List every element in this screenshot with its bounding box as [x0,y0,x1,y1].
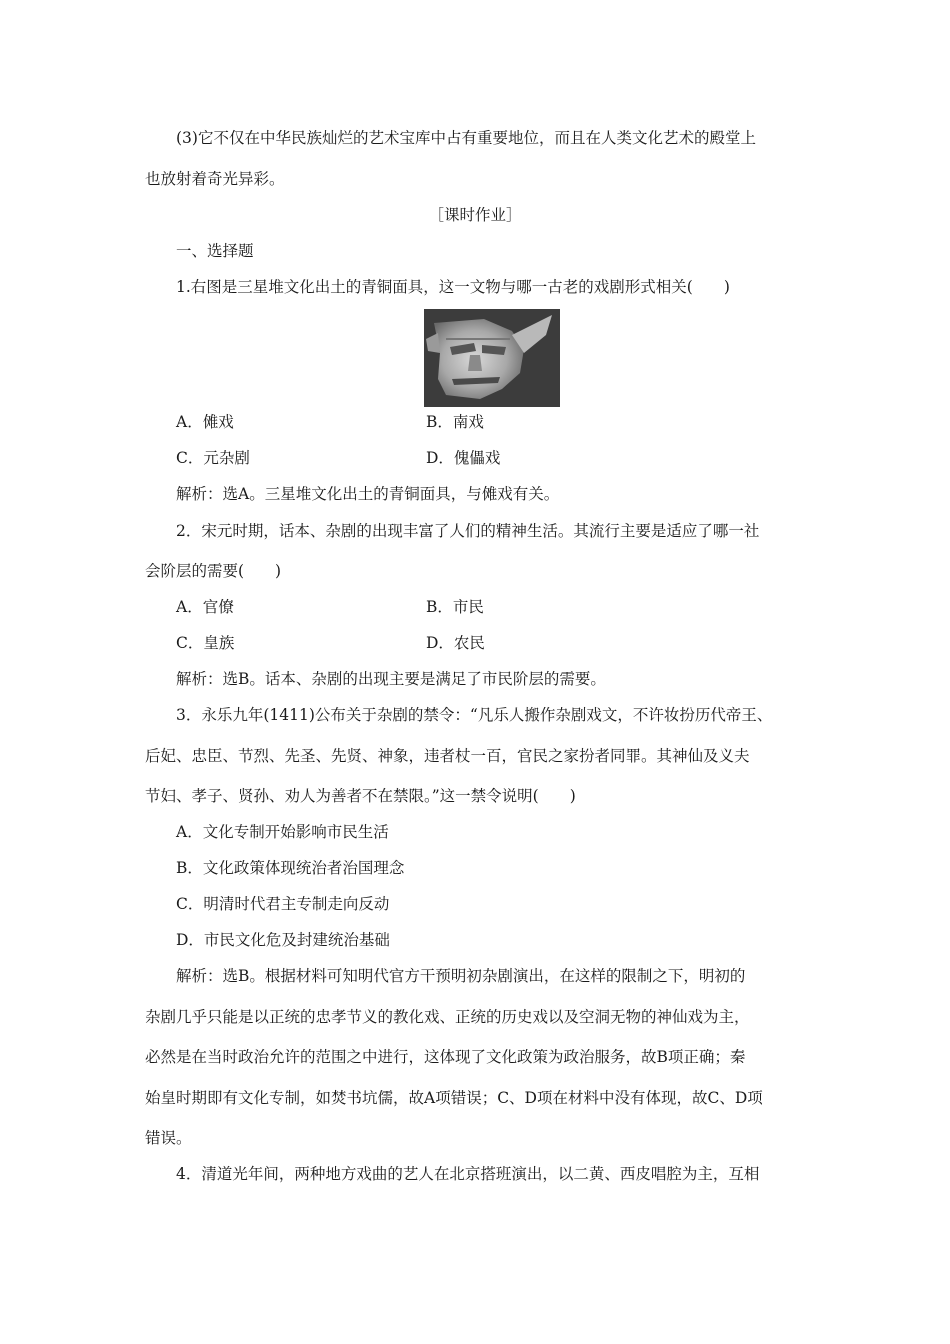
q3-analysis-line-1: 解析：选B。根据材料可知明代官方干预明初杂剧演出，在这样的限制之下，明初的 [176,967,746,985]
q3-option-b: B．文化政策体现统治者治国理念 [176,859,405,877]
q3-stem-line-3: 节妇、孝子、贤孙、劝人为善者不在禁限。”这一禁令说明( ) [145,787,576,805]
section-title: ［课时作业］ [428,206,522,224]
q2-option-b: B．市民 [426,598,484,616]
q3-analysis-line-3: 必然是在当时政治允许的范围之中进行，这体现了文化政策为政治服务，故B项正确；秦 [145,1048,746,1066]
q4-stem-line-1: 4．清道光年间，两种地方戏曲的艺人在北京搭班演出，以二黄、西皮唱腔为主，互相 [176,1165,760,1183]
q3-stem-line-1: 3．永乐九年(1411)公布关于杂剧的禁令：“凡乐人搬作杂剧戏文，不许妆扮历代帝王、 [176,706,773,724]
q1-stem: 1.右图是三星堆文化出土的青铜面具，这一文物与哪一古老的戏剧形式相关( ) [176,278,730,296]
part-title: 一、选择题 [176,242,254,260]
q1-option-c: C．元杂剧 [176,449,250,467]
bronze-mask-image [424,309,560,407]
q1-analysis: 解析：选A。三星堆文化出土的青铜面具，与傩戏有关。 [176,485,560,503]
q3-analysis-line-5: 错误。 [145,1129,192,1147]
q1-option-d: D．傀儡戏 [426,449,501,467]
q3-stem-line-2: 后妃、忠臣、节烈、先圣、先贤、神象，违者杖一百，官民之家扮者同罪。其神仙及义夫 [145,747,750,765]
q1-option-a: A．傩戏 [176,413,234,431]
q2-stem-line-1: 2．宋元时期，话本、杂剧的出现丰富了人们的精神生活。其流行主要是适应了哪一社 [176,522,760,540]
q3-option-c: C．明清时代君主专制走向反动 [176,895,390,913]
q1-option-b: B．南戏 [426,413,484,431]
q2-option-d: D．农民 [426,634,485,652]
q2-analysis: 解析：选B。话本、杂剧的出现主要是满足了市民阶层的需要。 [176,670,606,688]
q3-analysis-line-4: 始皇时期即有文化专制，如焚书坑儒，故A项错误；C、D项在材料中没有体现，故C、D项 [145,1089,763,1107]
q3-option-a: A．文化专制开始影响市民生活 [176,823,389,841]
q3-analysis-line-2: 杂剧几乎只能是以正统的忠孝节义的教化戏、正统的历史戏以及空洞无物的神仙戏为主， [145,1008,750,1026]
q3-option-d: D．市民文化危及封建统治基础 [176,931,390,949]
intro-line-2: 也放射着奇光异彩。 [145,170,285,188]
bronze-mask-icon [424,309,560,407]
q2-option-c: C．皇族 [176,634,235,652]
q2-stem-line-2: 会阶层的需要( ) [145,562,282,580]
q2-option-a: A．官僚 [176,598,234,616]
intro-line-1: (3)它不仅在中华民族灿烂的艺术宝库中占有重要地位，而且在人类文化艺术的殿堂上 [176,129,756,147]
